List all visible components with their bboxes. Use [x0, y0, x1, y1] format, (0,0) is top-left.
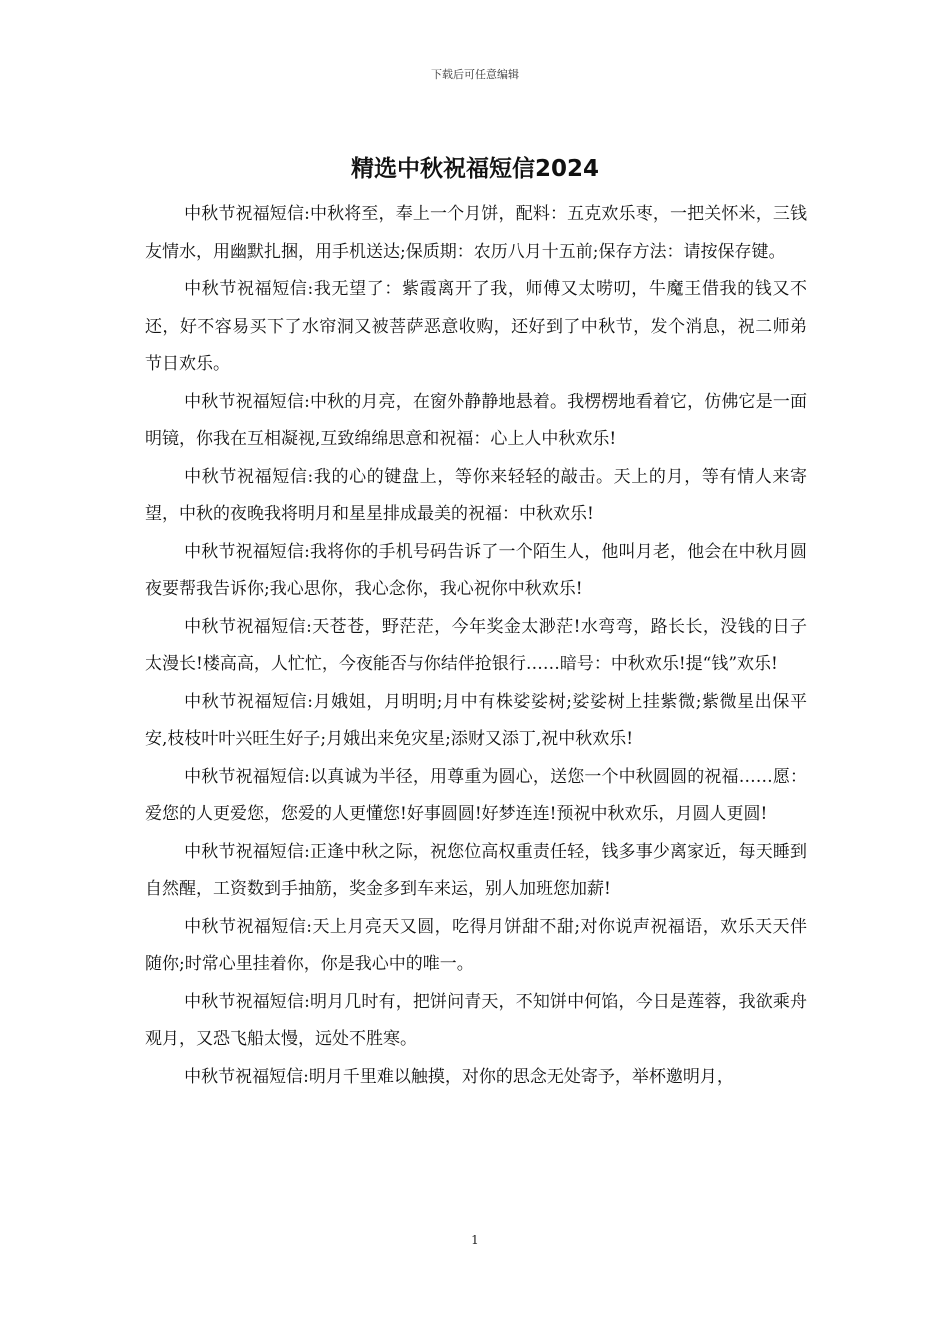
paragraph: 中秋节祝福短信:月娥姐，月明明;月中有株娑娑树;娑娑树上挂紫微;紫微星出保平安,枝枝叶叶兴旺生好子;月娥出来免灾星;添财又添丁,祝中秋欢乐! [145, 691, 807, 749]
page-number: 1 [471, 1233, 479, 1247]
paragraph: 中秋节祝福短信:我的心的键盘上，等你来轻轻的敲击。天上的月，等有情人来寄望，中秋的夜晚我将明月和星星排成最美的祝福：中秋欢乐! [145, 466, 807, 524]
paragraph: 中秋节祝福短信:以真诚为半径，用尊重为圆心，送您一个中秋圆圆的祝福……愿：爱您的人更爱您，您爱的人更懂您!好事圆圆!好梦连连!预祝中秋欢乐，月圆人更圆! [145, 766, 807, 824]
document-body [145, 196, 807, 1096]
paragraph: 中秋节祝福短信:中秋的月亮，在窗外静静地悬着。我楞楞地看着它，仿佛它是一面明镜，你我在互相凝视,互致绵绵思意和祝福：心上人中秋欢乐! [145, 391, 807, 449]
paragraph: 中秋节祝福短信:天苍苍，野茫茫，今年奖金太渺茫!水弯弯，路长长，没钱的日子太漫长!楼高高，人忙忙，今夜能否与你结伴抢银行……暗号：中秋欢乐!提“钱”欢乐! [145, 616, 807, 674]
document-title: 精选中秋祝福短信2024 [350, 156, 599, 182]
paragraph: 中秋节祝福短信:我无望了：紫霞离开了我，师傅又太唠叨，牛魔王借我的钱又不还，好不容易买下了水帘洞又被菩萨恶意收购，还好到了中秋节，发个消息，祝二师弟节日欢乐。 [145, 279, 807, 374]
paragraph: 中秋节祝福短信:中秋将至，奉上一个月饼，配料：五克欢乐枣，一把关怀米，三钱友情水，用幽默扎捆，用手机送达;保质期：农历八月十五前;保存方法：请按保存键。 [145, 204, 807, 262]
header-note: 下载后可任意编辑 [431, 68, 519, 81]
paragraph: 中秋节祝福短信:天上月亮天又圆，吃得月饼甜不甜;对你说声祝福语，欢乐天天伴随你;时常心里挂着你，你是我心中的唯一。 [145, 916, 807, 974]
paragraph: 中秋节祝福短信:正逢中秋之际，祝您位高权重责任轻，钱多事少离家近，每天睡到自然醒，工资数到手抽筋，奖金多到车来运，别人加班您加薪! [145, 841, 807, 899]
paragraph: 中秋节祝福短信:明月几时有，把饼问青天，不知饼中何馅，今日是莲蓉，我欲乘舟观月，又恐飞船太慢，远处不胜寒。 [145, 991, 807, 1049]
paragraph: 中秋节祝福短信:我将你的手机号码告诉了一个陌生人，他叫月老，他会在中秋月圆夜要帮我告诉你;我心思你，我心念你，我心祝你中秋欢乐! [145, 541, 807, 599]
paragraph: 中秋节祝福短信:明月千里难以触摸，对你的思念无处寄予，举杯邀明月， [184, 1066, 734, 1087]
